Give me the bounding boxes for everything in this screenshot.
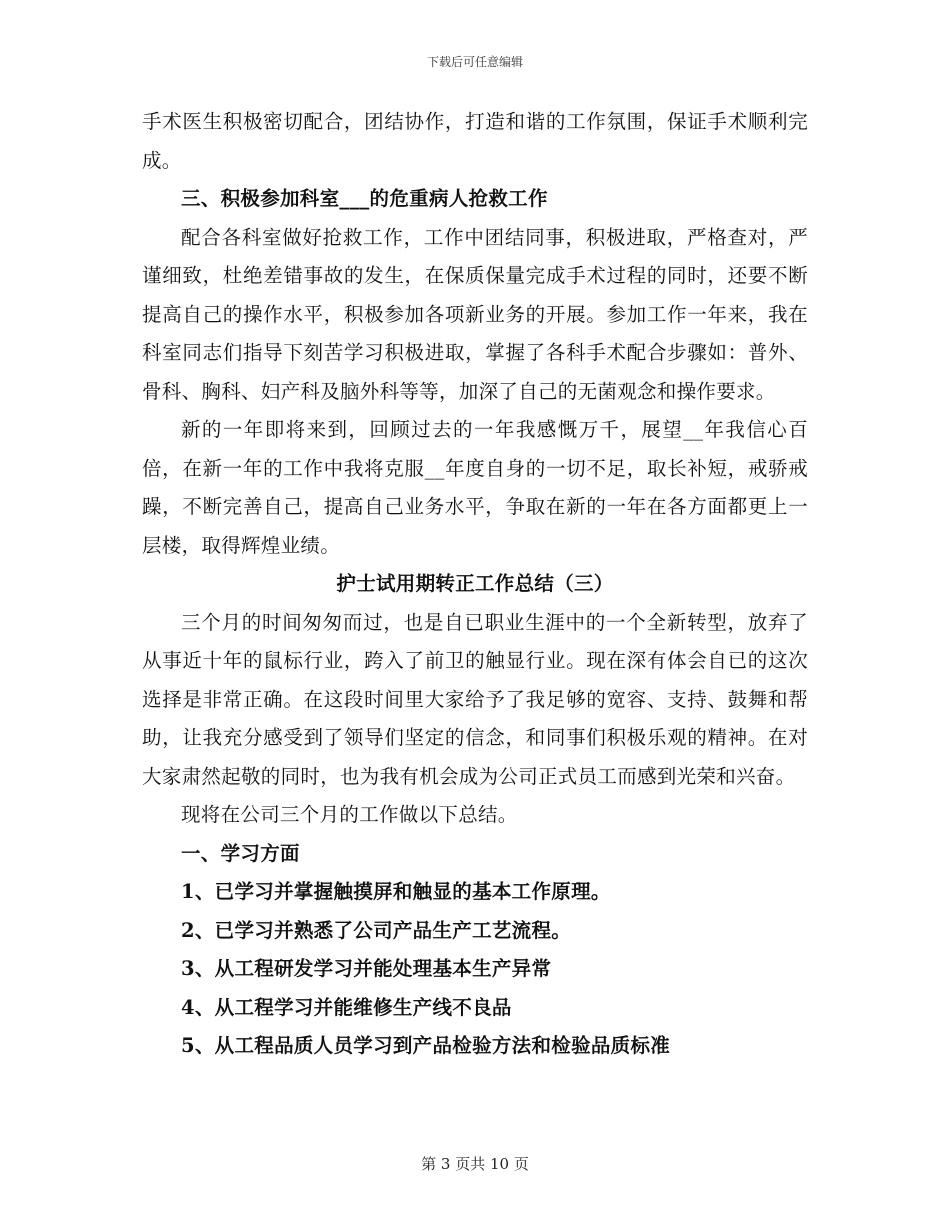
section-heading-study: 一、学习方面	[181, 841, 300, 865]
paragraph-new-year: 新的一年即将来到，回顾过去的一年我感慨万千，展望__年我信心百倍，在新一年的工作中我将克服__年度自身的一切不足，取长补短，戒骄戒躁，不断完善自己，提高自己业务水平，争取在新的一年在各方面都更上一层楼，取得辉煌业绩。	[142, 418, 808, 557]
paragraph-intro: 三个月的时间匆匆而过，也是自已职业生涯中的一个全新转型，放弃了从事近十年的鼠标行业，跨入了前卫的触显行业。现在深有体会自已的这次选择是非常正确。在这段时间里大家给予了我足够的宽容、支持、鼓舞和帮助，让我充分感受到了领导们坚定的信念，和同事们积极乐观的精神。在对大家肃然起敬的同时，也为我有机会成为公司正式员工而感到光荣和兴奋。	[142, 610, 808, 788]
section-heading-3: 三、积极参加科室___的危重病人抢救工作	[181, 187, 548, 210]
list-item: 1、已学习并掌握触摸屏和触显的基本工作原理。	[181, 880, 611, 903]
list-item: 3、从工程研发学习并能处理基本生产异常	[181, 957, 552, 980]
list-item: 5、从工程品质人员学习到产品检验方法和检验品质标准	[181, 1034, 671, 1057]
paragraph-continuation: 手术医生积极密切配合，团结协作，打造和谐的工作氛围，保证手术顺利完成。	[142, 110, 808, 172]
header-note: 下载后可任意编辑	[426, 55, 523, 69]
page-footer: 第 3 页共 10 页	[421, 1155, 529, 1173]
document-body	[142, 103, 808, 1066]
paragraph-summary-lead: 现将在公司三个月的工作做以下总结。	[181, 803, 518, 826]
list-item: 2、已学习并熟悉了公司产品生产工艺流程。	[181, 918, 572, 942]
paragraph-rescue-work: 配合各科室做好抢救工作，工作中团结同事，积极进取，严格查对，严谨细致，杜绝差错事故的发生，在保质保量完成手术过程的同时，还要不断提高自己的操作水平，积极参加各项新业务的开展。参加工作一年来，我在科室同志们指导下刻苦学习积极进取，掌握了各科手术配合步骤如：普外、骨科、胸科、妇产科及脑外科等等，加深了自己的无菌观念和操作要求。	[142, 225, 808, 403]
document-title: 护士试用期转正工作总结（三）	[336, 572, 614, 595]
list-item: 4、从工程学习并能维修生产线不良品	[181, 995, 512, 1019]
